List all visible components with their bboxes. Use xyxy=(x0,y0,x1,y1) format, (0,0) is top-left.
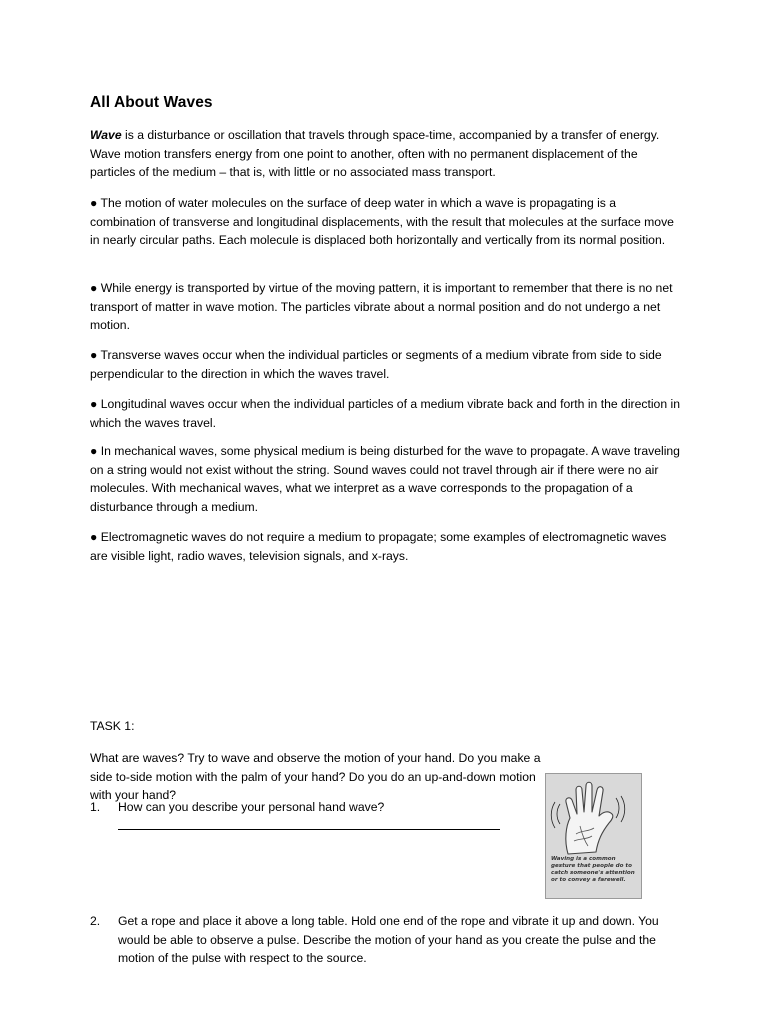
bullet-longitudinal-waves: ● Longitudinal waves occur when the individual particles of a medium vibrate back and forth in the direction in which the waves travel. xyxy=(90,397,680,430)
bullet-water-molecules: ● The motion of water molecules on the surface of deep water in which a wave is propagating is a combination of transverse and longitudinal displacements, with the result that molecules at the surface move in nearly circular paths. Each molecule is displaced both horizontally and vertically from its normal position. xyxy=(90,196,674,248)
question-2-text: Get a rope and place it above a long table. Hold one end of the rope and vibrate it up and down. You would be able to observe a pulse. Describe the motion of your hand as you create the pulse and the motion of the pulse with respect to the source. xyxy=(118,914,659,966)
answer-line[interactable] xyxy=(118,829,500,830)
question-2-number: 2. xyxy=(90,914,101,928)
intro-paragraph xyxy=(90,126,680,182)
question-1-text: How can you describe your personal hand wave? xyxy=(118,800,385,814)
bullet-electromagnetic-waves: ● Electromagnetic waves do not require a medium to propagate; some examples of electromagnetic waves are visible light, radio waves, television signals, and x-rays. xyxy=(90,530,667,563)
task-title: TASK 1: xyxy=(90,719,135,733)
question-1 xyxy=(90,798,538,817)
bullet-mechanical-waves: ● In mechanical waves, some physical medium is being disturbed for the wave to propagate. A wave traveling on a string would not exist without the string. Sound waves could not travel through air if there were no air molecules. With mechanical waves, what we interpret as a wave corresponds to the propagation of a disturbance through a medium. xyxy=(90,444,680,514)
waving-hand-image xyxy=(545,773,642,899)
bullet-transverse-waves: ● Transverse waves occur when the individual particles or segments of a medium vibrate from side to side perpendicular to the direction in which the waves travel. xyxy=(90,348,662,381)
task-intro: What are waves? Try to wave and observe the motion of your hand. Do you make a side to-side motion with the palm of your hand? Do you do an up-and-down motion with your hand? xyxy=(90,751,541,803)
question-1-number: 1. xyxy=(90,800,101,814)
question-2 xyxy=(90,912,668,968)
bullet-energy-transport: ● While energy is transported by virtue of the moving pattern, it is important to remember that there is no net transport of matter in wave motion. The particles vibrate about a normal position and do not undergo a net motion. xyxy=(90,281,673,333)
intro-text: is a disturbance or oscillation that travels through space-time, accompanied by a transfer of energy. Wave motion transfers energy from one point to another, often with no permanent displacement of the particles of the medium – that is, with little or no associated mass transport. xyxy=(90,128,660,180)
page-title: All About Waves xyxy=(90,94,213,111)
hand-image-caption: Waving is a common gesture that people do to catch someone's attention or to convey a farewell. xyxy=(551,856,635,883)
intro-lead-term: Wave xyxy=(90,128,122,142)
